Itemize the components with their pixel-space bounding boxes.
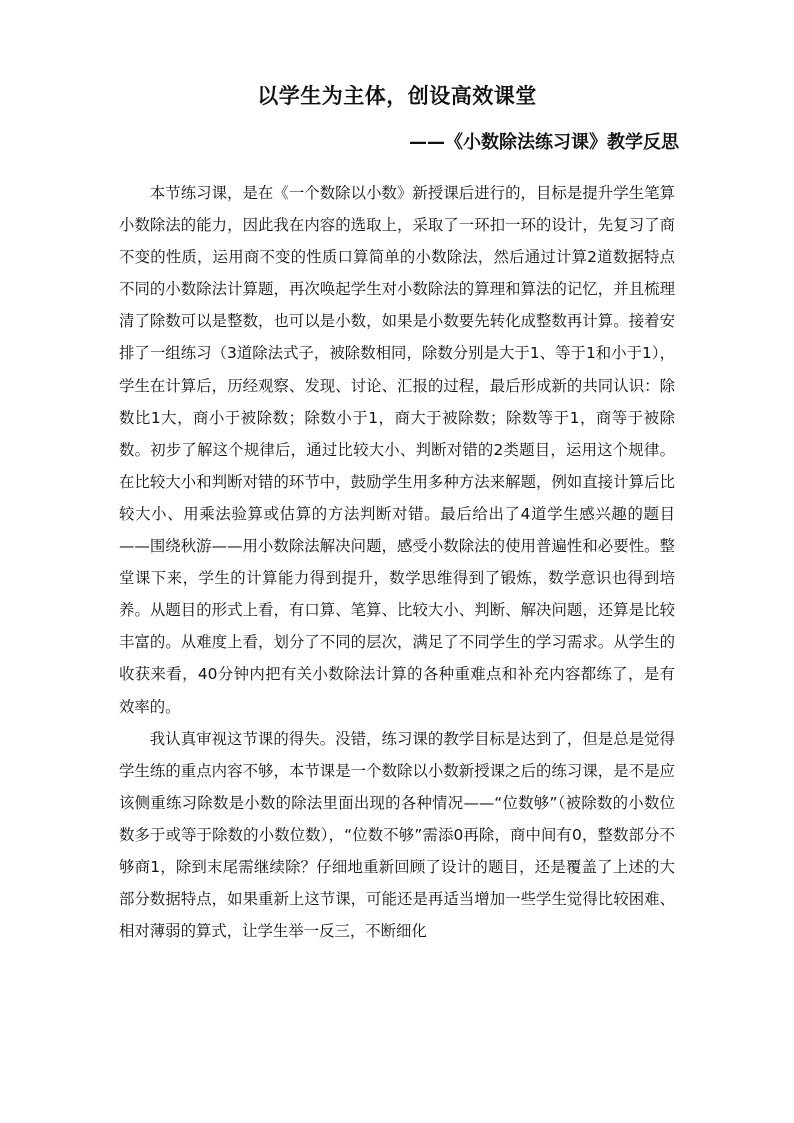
document-subtitle: ——《小数除法练习课》教学反思 [409,132,679,153]
paragraph-2: 我认真审视这节课的得失。没错，练习课的教学目标是达到了，但是总是觉得学生练的重点内容不够，本节课是一个数除以小数新授课之后的练习课，是不是应该侧重练习除数是小数的除法里面出现的各种情况——“位数够”（被除数的小数位数多于或等于除数的小数位数），“位数不够”需添0再除，商中间有0，整数部分不够商1，除到末尾需继续除？仔细地重新回顾了设计的题目，还是覆盖了上述的大部分数据特点，如果重新上这节课，可能还是再适当增加一些学生觉得比较困难、相对薄弱的算式，让学生举一反三，不断细化 [119,729,675,941]
paragraph-1: 本节练习课，是在《一个数除以小数》新授课后进行的，目标是提升学生笔算小数除法的能力，因此我在内容的选取上，采取了一环扣一环的设计，先复习了商不变的性质，运用商不变的性质口算简单的小数除法，然后通过计算2道数据特点不同的小数除法计算题，再次唤起学生对小数除法的算理和算法的记忆，并且梳理清了除数可以是整数，也可以是小数，如果是小数要先转化成整数再计算。接着安排了一组练习（3道除法式子，被除数相同，除数分别是大于1、等于1和小于1），学生在计算后，历经观察、发现、讨论、汇报的过程，最后形成新的共同认识：除数比1大，商小于被除数；除数小于1，商大于被除数；除数等于1，商等于被除数。初步了解这个规律后，通过比较大小、判断对错的2类题目，运用这个规律。在比较大小和判断对错的环节中，鼓励学生用多种方法来解题，例如直接计算后比较大小、用乘法验算或估算的方法判断对错。最后给出了4道学生感兴趣的题目——围绕秋游——用小数除法解决问题，感受小数除法的使用普遍性和必要性。整堂课下来，学生的计算能力得到提升，数学思维得到了锻炼，数学意识也得到培养。从题目的形式上看，有口算、笔算、比较大小、判断、解决问题，还算是比较丰富的。从难度上看，划分了不同的层次，满足了不同学生的学习需求。从学生的收获来看，40分钟内把有关小数除法计算的各种重难点和补充内容都练了，是有效率的。 [119,184,675,716]
document-title: 以学生为主体，创设高效课堂 [257,84,537,108]
document-body [119,177,675,947]
